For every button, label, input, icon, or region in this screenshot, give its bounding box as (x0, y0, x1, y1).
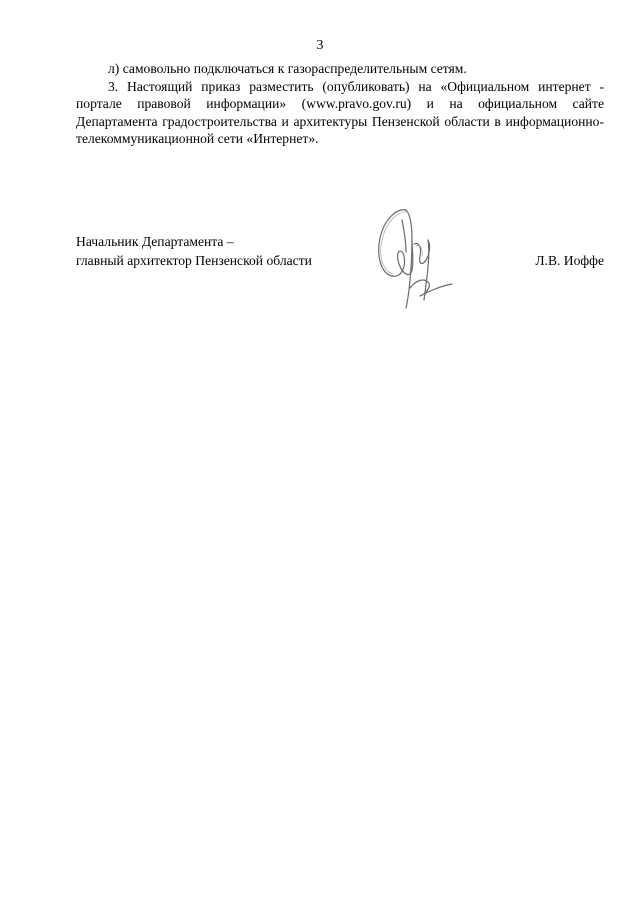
handwritten-signature-icon (366, 200, 476, 315)
document-body (76, 60, 604, 148)
paragraph-item-l: л) самовольно подключаться к газораспределительным сетям. (108, 61, 467, 76)
page-number: 3 (316, 38, 324, 53)
signatory-name: Л.В. Иоффе (535, 253, 604, 268)
paragraph-3-publication: 3. Настоящий приказ разместить (опубликовать) на «Официальном интернет - портале правовой информации» (www.pravo.gov.ru) и на официальном сайте Департамента градостроительства и архитектуры Пензенской области в информационно-телекоммуникационной сети «Интернет». (76, 78, 604, 146)
signature-block (76, 232, 604, 342)
signatory-position-line-1: Начальник Департамента – (76, 234, 234, 249)
signatory-position-line-2: главный архитектор Пензенской области (76, 253, 312, 268)
signatory-position (76, 232, 312, 270)
